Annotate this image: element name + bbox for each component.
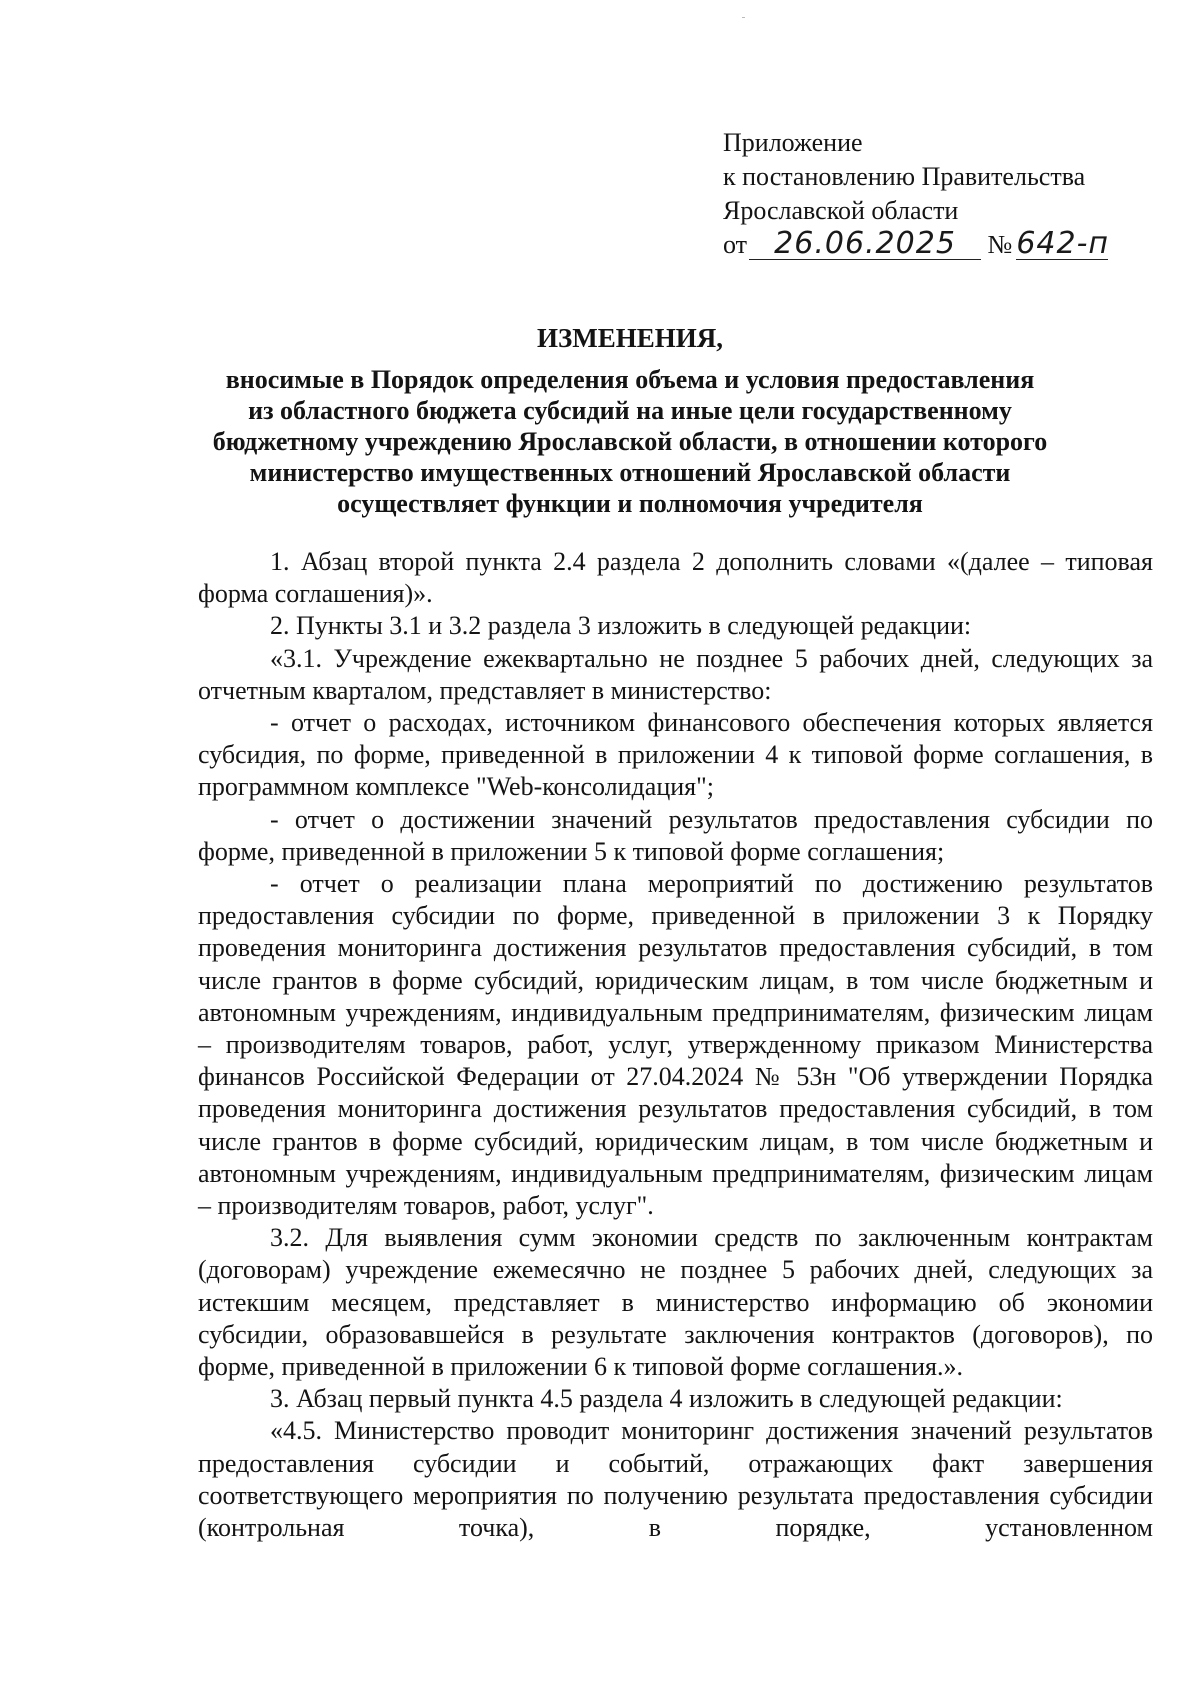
title-line-4: министерство имущественных отношений Ярославской области	[249, 458, 1011, 487]
appendix-label: Приложение	[723, 128, 863, 157]
paragraph-2: 2. Пункты 3.1 и 3.2 раздела 3 изложить в следующей редакции:	[270, 611, 972, 641]
title-line-5: осуществляет функции и полномочия учредителя	[337, 489, 923, 518]
scan-mark	[742, 17, 745, 18]
appendix-resolution-ref: к постановлению Правительства	[723, 162, 1086, 191]
title-line-2: из областного бюджета субсидий на иные цели государственному	[248, 396, 1012, 425]
paragraph-1: 1. Абзац второй пункта 2.4 раздела 2 дополнить словами «(далее – типовая форма соглашения)».	[198, 547, 1153, 609]
paragraph-7: 3.2. Для выявления сумм экономии средств по заключенным контрактам (договорам) учреждение ежемесячно не позднее 5 рабочих дней, следующих за истекшим месяцем, представляет в министерство информацию об экономии субсидии, образовавшейся в результате заключения контрактов (договоров), по форме, приведенной в приложении 6 к типовой форме соглашения.».	[198, 1223, 1153, 1382]
appendix-date-number	[723, 228, 1108, 262]
title-heading: ИЗМЕНЕНИЯ,	[536, 323, 723, 353]
paragraph-9: «4.5. Министерство проводит мониторинг достижения значений результатов предоставления субсидии и событий, отражающих факт завершения соответствующего мероприятия по получению результата предоставления субсидии (контрольная точка), в порядке, установленном	[198, 1416, 1153, 1543]
date-prefix: от	[723, 230, 748, 259]
paragraph-5: - отчет о достижении значений результатов предоставления субсидии по форме, приведенной в приложении 5 к типовой форме соглашения;	[198, 804, 1153, 866]
paragraph-4: - отчет о расходах, источником финансового обеспечения которых является субсидия, по форме, приведенной в приложении 4 к типовой форме соглашения, в программном комплексе "Web-консолидация";	[198, 708, 1153, 802]
paragraph-8: 3. Абзац первый пункта 4.5 раздела 4 изложить в следующей редакции:	[270, 1384, 1063, 1414]
title-line-1: вносимые в Порядок определения объема и условия предоставления	[225, 365, 1035, 394]
appendix-header	[723, 126, 1108, 262]
paragraph-6: - отчет о реализации плана мероприятий по достижению результатов предоставления субсидии по форме, приведенной в приложении 3 к Порядку проведения мониторинга достижения результатов предоставления субсидий, в том числе грантов в форме субсидий, юридическим лицам, в том числе бюджетным и автономным учреждениям, индивидуальным предпринимателям, физическим лицам – производителям товаров, работ, услуг, утвержденному приказом Министерства финансов Российской Федерации от 27.04.2024 № 53н "Об утверждении Порядка проведения мониторинга достижения результатов предоставления субсидий, в том числе грантов в форме субсидий, юридическим лицам, в том числе бюджетным и автономным учреждениям, индивидуальным предпринимателям, физическим лицам – производителям товаров, работ, услуг".	[198, 869, 1153, 1221]
document-body	[198, 546, 1153, 1544]
handwritten-number: 642-п	[1016, 226, 1110, 261]
number-prefix: №	[987, 230, 1013, 259]
handwritten-date: 26.06.2025	[749, 229, 981, 260]
paragraph-3: «3.1. Учреждение ежеквартально не позднее 5 рабочих дней, следующих за отчетным кварталом, представляет в министерство:	[198, 643, 1153, 705]
document-title	[150, 323, 1110, 519]
appendix-region: Ярославской области	[723, 196, 959, 225]
title-line-3: бюджетному учреждению Ярославской области, в отношении которого	[212, 427, 1048, 456]
